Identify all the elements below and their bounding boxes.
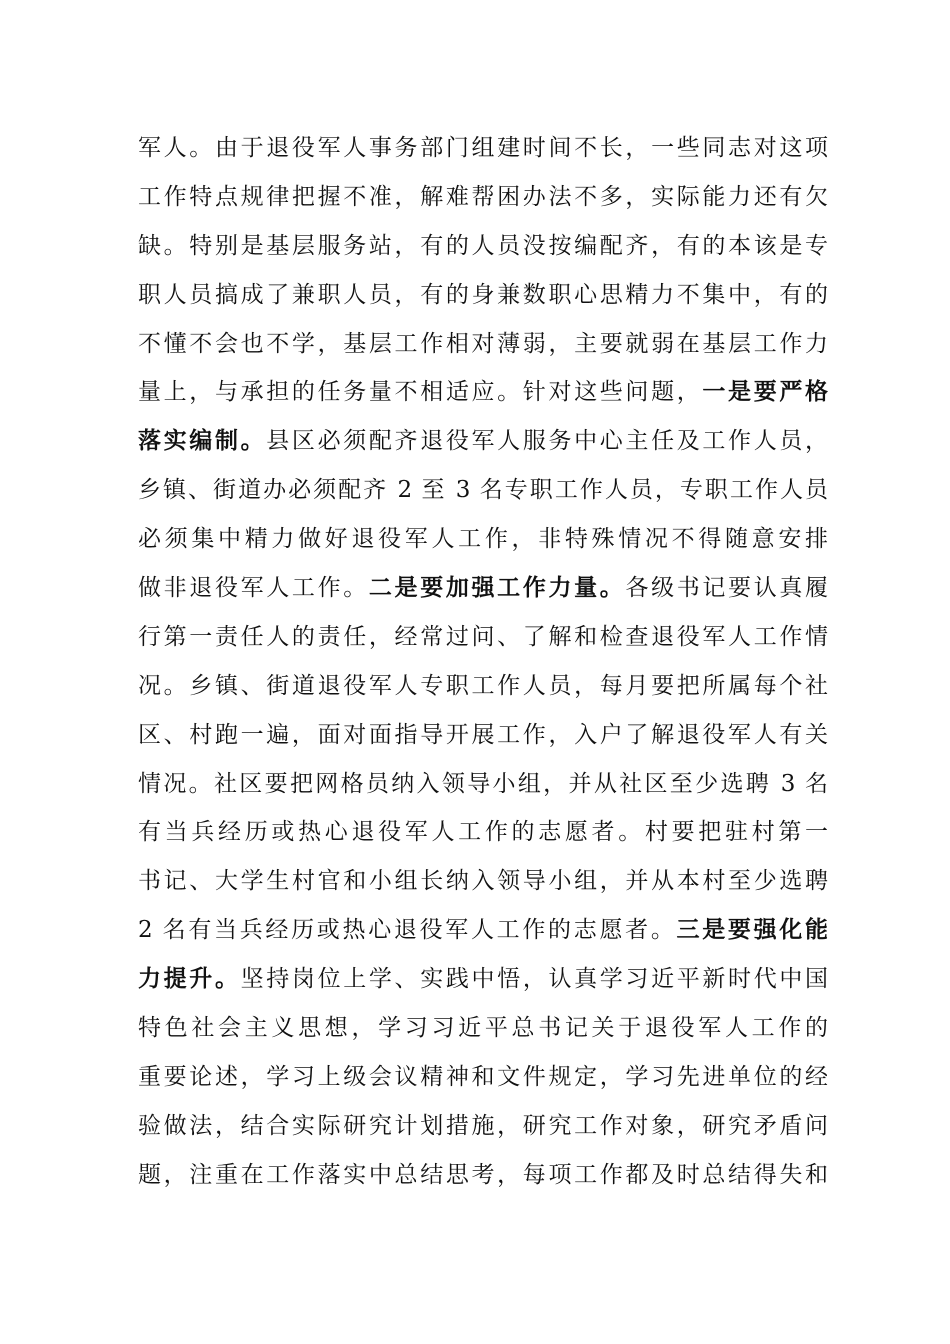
text-line <box>138 564 828 613</box>
bold-heading-text: 力提升。 <box>138 965 241 993</box>
text-line <box>138 368 828 417</box>
bold-heading-text: 二是要加强工作力量。 <box>368 574 626 602</box>
body-paragraph <box>138 124 828 1200</box>
line-text: 重要论述，学习上级会议精神和文件规定，学习先进单位的经 <box>138 1063 828 1090</box>
line-text: 必须集中精力做好退役军人工作，非特殊情况不得随意安排 <box>138 526 828 553</box>
line-text: 不懂不会也不学，基层工作相对薄弱，主要就弱在基层工作力 <box>138 330 828 357</box>
text-line <box>138 662 828 711</box>
line-text: 坚持岗位上学、实践中悟，认真学习近平新时代中国 <box>240 966 829 993</box>
text-line <box>138 808 828 857</box>
line-text: 各级书记要认真履 <box>625 575 829 602</box>
text-line <box>138 271 828 320</box>
text-line <box>138 515 828 564</box>
text-line <box>138 1004 828 1053</box>
line-text: 特色社会主义思想，学习习近平总书记关于退役军人工作的 <box>138 1015 828 1042</box>
line-text: 题，注重在工作落实中总结思考，每项工作都及时总结得失和 <box>138 1161 828 1188</box>
text-line <box>138 466 828 515</box>
line-text: 工作特点规律把握不准，解难帮困办法不多，实际能力还有欠 <box>138 183 828 210</box>
text-line <box>138 222 828 271</box>
text-line <box>138 1151 828 1200</box>
text-line <box>138 613 828 662</box>
line-text: 2 名有当兵经历或热心退役军人工作的志愿者。 <box>138 917 677 944</box>
line-text: 行第一责任人的责任，经常过问、了解和检查退役军人工作情 <box>138 623 828 650</box>
line-text: 乡镇、街道办必须配齐 2 至 3 名专职工作人员，专职工作人员 <box>138 477 828 504</box>
line-text: 情况。社区要把网格员纳入领导小组，并从社区至少选聘 3 名 <box>138 770 828 797</box>
text-line <box>138 857 828 906</box>
line-text: 量上，与承担的任务量不相适应。针对这些问题， <box>138 379 703 406</box>
line-text: 况。乡镇、街道退役军人专职工作人员，每月要把所属每个社 <box>138 672 828 699</box>
text-line <box>138 955 828 1004</box>
text-line <box>138 1102 828 1151</box>
line-text: 有当兵经历或热心退役军人工作的志愿者。村要把驻村第一 <box>138 819 828 846</box>
bold-heading-text: 一是要严格 <box>702 378 829 406</box>
line-text: 缺。特别是基层服务站，有的人员没按编配齐，有的本该是专 <box>138 232 828 259</box>
text-line <box>138 760 828 809</box>
text-line <box>138 906 828 955</box>
bold-heading-text: 落实编制。 <box>138 427 267 455</box>
line-text: 书记、大学生村官和小组长纳入领导小组，并从本村至少选聘 <box>138 868 828 895</box>
line-text: 军人。由于退役军人事务部门组建时间不长，一些同志对这项 <box>138 135 828 161</box>
line-text: 做非退役军人工作。 <box>138 575 369 602</box>
text-line <box>138 711 828 760</box>
bold-heading-text: 三是要强化能 <box>676 916 829 944</box>
line-text: 区、村跑一遍，面对面指导开展工作，入户了解退役军人有关 <box>138 721 828 748</box>
text-line <box>138 417 828 466</box>
line-text: 县区必须配齐退役军人服务中心主任及工作人员， <box>266 428 829 455</box>
text-line <box>138 1053 828 1102</box>
text-line <box>138 173 828 222</box>
text-line <box>138 124 828 173</box>
text-line <box>138 320 828 369</box>
line-text: 职人员搞成了兼职人员，有的身兼数职心思精力不集中，有的 <box>138 281 828 308</box>
line-text: 验做法，结合实际研究计划措施，研究工作对象，研究矛盾问 <box>138 1112 828 1139</box>
